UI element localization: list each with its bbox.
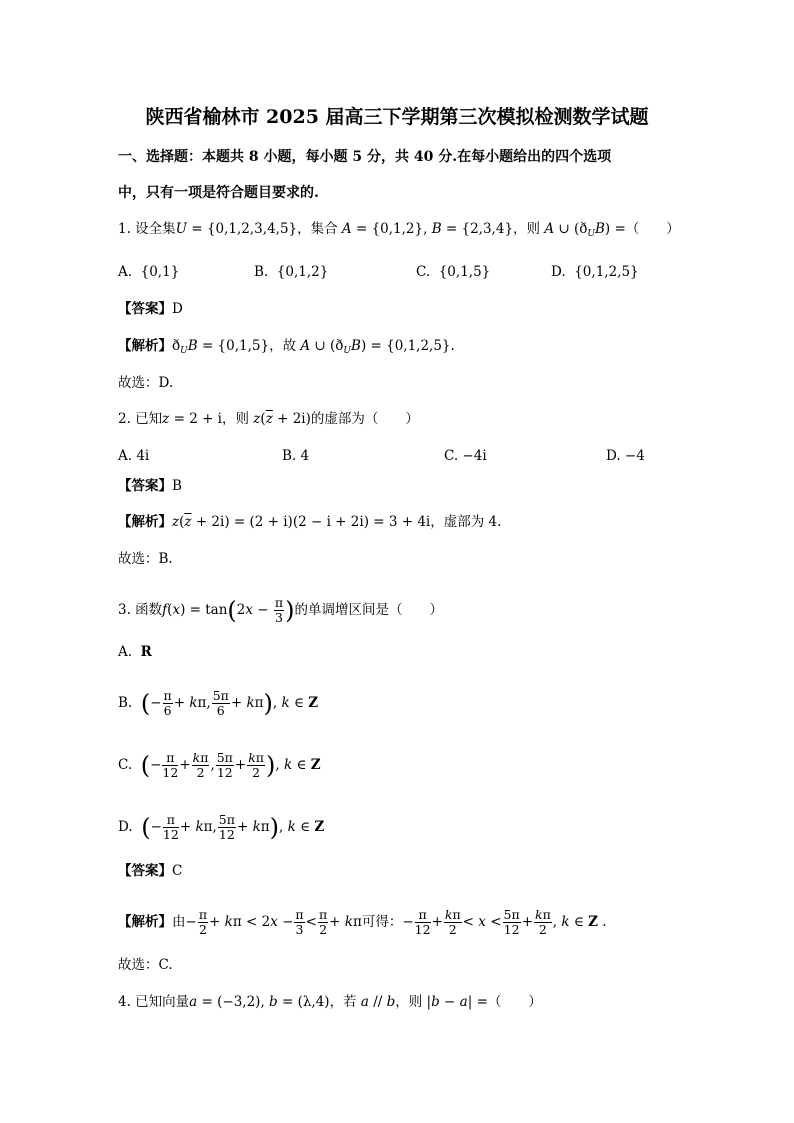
question-2-chosen: 故选：B.	[118, 551, 173, 567]
question-1-answer: 【答案】D	[118, 301, 183, 317]
question-3-option-a: A. R	[118, 644, 152, 660]
question-1-analysis: 【解析】$ð_UB = \{0,1,5\}$，故 A ∪ $(ð_UB) = \{0,1,2,5\}$.	[118, 338, 455, 356]
question-2-option-d: D. −4	[606, 448, 645, 464]
question-2-option-c: C. −4i	[444, 448, 487, 464]
question-2-answer: 【答案】B	[118, 478, 182, 494]
question-3-stem: 3. 函数f(x) = tan(2x − $\frac{\pi}{3}$ )的单调增区间是（ ）	[118, 595, 444, 625]
question-3-answer: 【答案】C	[118, 863, 183, 879]
question-3-option-b: B. (− $\frac{\pi}{6}$ + kπ, $\frac{5\pi}{6}$ + kπ), k ∈ Z	[118, 688, 319, 718]
question-1-stem: 1. 设全集U = {0,1,2,3,4,5}，集合 A = {0,1,2}, B = {2,3,4}，则 A ∪ $(ð_UB)$ =（ ）	[118, 221, 680, 239]
page-title: 陕西省榆林市 2025 届高三下学期第三次模拟检测数学试题	[145, 106, 649, 128]
question-4-stem: 4. 已知向量a = (−3,2), b = (λ,4)，若 a // b，则 |b − a| =（ ）	[118, 994, 542, 1010]
question-2-option-b: B. 4	[282, 448, 310, 464]
question-2-stem: 2. 已知z = 2 + i，则 $z(\overline{z} + 2i)$的虚部为（ ）	[118, 411, 419, 427]
section-heading-line-1: 一、选择题：本题共 8 小题，每小题 5 分，共 40 分.在每小题给出的四个选项	[118, 149, 612, 165]
question-1-option-d: D. {0,1,2,5}	[551, 264, 639, 280]
question-2-analysis: 【解析】$z(\overline{z} + 2i) = (2 + i)(2 - i + 2i) = 3 + 4i$，虚部为 4.	[118, 514, 502, 530]
question-1-option-a: A. {0,1}	[118, 264, 180, 280]
question-1-option-c: C. {0,1,5}	[416, 264, 491, 280]
question-1-option-b: B. {0,1,2}	[254, 264, 329, 280]
question-1-chosen: 故选：D.	[118, 375, 174, 391]
question-3-analysis: 【解析】由− $\frac{\pi}{2}$ + kπ < 2x − $\frac{\pi}{3}$ < $\frac{\pi}{2}$ + kπ可得：− $\frac{\pi}{12}$ + $\frac{k\pi}{2}$ < x < $\frac{5\pi}{12}$ + $\frac{k\pi}{2}$ , k ∈ Z .	[118, 907, 607, 937]
question-2-option-a: A. 4i	[118, 448, 150, 464]
question-1-prefix: 1. 设全集	[118, 221, 176, 237]
question-3-chosen: 故选：C.	[118, 957, 173, 973]
section-heading-line-2: 中，只有一项是符合题目要求的.	[118, 185, 319, 201]
question-3-option-c: C. (− $\frac{\pi}{12}$ + $\frac{k\pi}{2}$ , $\frac{5\pi}{12}$ + $\frac{k\pi}{2}$ ), k ∈ Z	[118, 750, 321, 780]
question-3-option-d: D. (− $\frac{\pi}{12}$ + kπ, $\frac{5\pi}{12}$ + kπ), k ∈ Z	[118, 812, 325, 842]
